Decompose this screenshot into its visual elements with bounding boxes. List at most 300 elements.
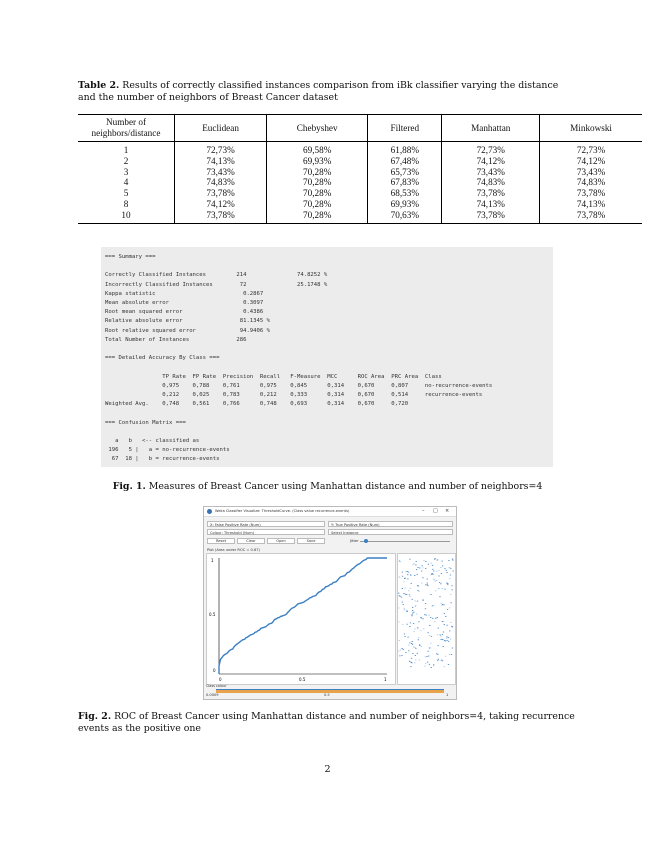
- colour-speck: [411, 658, 412, 659]
- colour-speck: [433, 664, 434, 665]
- colour-speck: [414, 663, 415, 664]
- colour-speck: [424, 614, 425, 615]
- jitter-label: Jitter: [350, 539, 359, 543]
- colour-speck: [398, 608, 399, 609]
- jitter-slider-thumb[interactable]: [364, 539, 368, 543]
- table-cell: 72,73%: [442, 142, 540, 156]
- table-cell: 1: [123, 145, 129, 155]
- weka-output-line: 67 18 | b = recurrence-events: [105, 456, 220, 463]
- roc-titlebar: [204, 507, 456, 517]
- colour-speck: [427, 583, 428, 584]
- colour-speck: [425, 585, 426, 586]
- colour-speck: [441, 573, 442, 574]
- colour-speck: [431, 574, 432, 575]
- colour-speck: [435, 618, 436, 619]
- colour-speck: [411, 615, 412, 616]
- table-cell: 69,93%: [368, 199, 442, 210]
- select-instance-dropdown[interactable]: Select Instance: [328, 529, 453, 535]
- colour-speck: [412, 613, 413, 614]
- colour-speck: [431, 636, 432, 637]
- colour-speck: [412, 644, 413, 645]
- colour-speck: [439, 596, 440, 597]
- colour-speck: [425, 561, 426, 562]
- colour-speck: [405, 594, 406, 595]
- colour-speck: [451, 568, 452, 569]
- x-tick-0.5: 0.5: [299, 677, 306, 682]
- colour-speck: [421, 571, 422, 572]
- colour-speck: [400, 561, 401, 562]
- table-cell: 67,83%: [368, 177, 442, 188]
- jitter-slider[interactable]: [360, 541, 450, 542]
- colour-speck: [415, 660, 416, 661]
- header-euclidean: Euclidean: [175, 115, 267, 142]
- colour-speck: [426, 656, 427, 657]
- colour-speck: [435, 581, 436, 582]
- colour-speck: [428, 564, 429, 565]
- weka-output-line: === Confusion Matrix ===: [105, 419, 186, 426]
- colour-speck: [415, 565, 416, 566]
- colour-speck: [404, 636, 405, 637]
- colour-speck: [407, 571, 408, 572]
- slider-left-value: 0.0009: [206, 693, 219, 697]
- colour-speck: [443, 621, 444, 622]
- table-cell: 3: [123, 166, 129, 177]
- colour-speck: [409, 559, 410, 560]
- colour-speck: [429, 635, 430, 636]
- colour-speck: [411, 643, 412, 644]
- table-cell: 68,53%: [368, 188, 442, 199]
- colour-speck: [406, 594, 407, 595]
- table-cell: 69,58%: [267, 142, 368, 156]
- colour-speck: [399, 640, 400, 641]
- weka-output-line: Total Number of Instances 286: [105, 336, 247, 343]
- table-row: [78, 199, 642, 210]
- table-row: [78, 210, 642, 223]
- colour-speck: [403, 593, 404, 594]
- colour-speck: [412, 610, 413, 611]
- colour-speck: [423, 628, 424, 629]
- colour-speck: [408, 572, 409, 573]
- table-row: [78, 156, 642, 167]
- colour-speck: [440, 567, 441, 568]
- colour-speck: [446, 638, 447, 639]
- colour-speck: [419, 660, 420, 661]
- table-cell: 5: [123, 188, 129, 199]
- class-colour-bar: [206, 684, 454, 697]
- colour-speck: [446, 572, 447, 573]
- weka-output-line: === Detailed Accuracy By Class ===: [105, 355, 220, 362]
- colour-speck: [421, 583, 422, 584]
- colour-speck: [405, 571, 406, 572]
- page-number: 2: [324, 764, 331, 775]
- colour-speck: [440, 635, 441, 636]
- colour-speck: [402, 624, 403, 625]
- maximize-icon[interactable]: □: [433, 508, 438, 514]
- table-cell: 72,73%: [540, 142, 642, 156]
- colour-speck: [432, 606, 433, 607]
- colour-speck: [437, 617, 438, 618]
- table-cell: 73,78%: [175, 188, 267, 199]
- colour-speck: [429, 648, 430, 649]
- colour-speck: [403, 581, 404, 582]
- colour-speck: [444, 589, 445, 590]
- colour-speck: [444, 624, 445, 625]
- table-cell: 65,73%: [368, 167, 442, 178]
- colour-speck: [399, 595, 400, 596]
- colour-speck: [437, 660, 438, 661]
- table-caption: [78, 80, 578, 103]
- colour-speck: [429, 664, 430, 665]
- close-icon[interactable]: ×: [445, 508, 450, 514]
- colour-speck: [411, 583, 412, 584]
- colour-speck: [439, 582, 440, 583]
- colour-speck: [442, 561, 443, 562]
- colour-speck: [450, 575, 451, 576]
- colour-speck: [430, 617, 431, 618]
- colour-speck: [433, 666, 434, 667]
- colour-speck: [413, 647, 414, 648]
- colour-speck: [410, 588, 411, 589]
- table-cell: 74,12%: [442, 156, 540, 167]
- colour-speck: [414, 647, 415, 648]
- colour-speck: [403, 604, 404, 605]
- colour-speck: [427, 585, 428, 586]
- colour-speck: [442, 639, 443, 640]
- colour-speck: [404, 609, 405, 610]
- table-cell: 70,28%: [267, 167, 368, 178]
- colour-speck: [420, 617, 421, 618]
- table-cell: 73,78%: [540, 210, 642, 223]
- y-tick-0.5: 0.5: [209, 612, 216, 617]
- colour-speck: [418, 637, 419, 638]
- colour-select[interactable]: Colour: Threshold (Num): [207, 529, 325, 535]
- colour-speck: [425, 663, 426, 664]
- colour-speck: [444, 613, 445, 614]
- colour-speck: [405, 652, 406, 653]
- colour-speck: [420, 630, 421, 631]
- weka-output-line: 0,212 0,025 0,783 0,212 0,333 0,314 0,670 0,514 recurrence-events: [105, 392, 483, 398]
- y-axis-select[interactable]: Y: True Positive Rate (Num): [328, 521, 453, 527]
- colour-speck: [443, 632, 444, 633]
- colour-speck: [431, 667, 432, 668]
- roc-window-screenshot: [203, 506, 457, 700]
- colour-speck: [450, 594, 451, 595]
- colour-speck: [414, 575, 415, 576]
- colour-speck: [440, 583, 441, 584]
- colour-speck: [444, 666, 445, 667]
- colour-speck: [416, 569, 417, 570]
- colour-speck: [430, 648, 431, 649]
- colour-speck: [399, 561, 400, 562]
- weka-output-line: 196 5 | a = no-recurrence-events: [105, 447, 230, 454]
- colour-speck: [430, 594, 431, 595]
- colour-speck: [409, 661, 410, 662]
- colour-speck: [441, 639, 442, 640]
- slider-right-value: 1: [446, 693, 449, 697]
- colour-speck: [449, 631, 450, 632]
- weka-output-line: === Summary ===: [105, 254, 156, 260]
- colour-speck: [402, 576, 403, 577]
- colour-speck: [409, 626, 410, 627]
- colour-speck: [449, 654, 450, 655]
- x-tick-1: 1: [384, 677, 387, 682]
- colour-speck: [431, 563, 432, 564]
- colour-speck: [399, 577, 400, 578]
- colour-speck: [421, 646, 422, 647]
- colour-speck: [427, 584, 428, 585]
- table-cell: 74,83%: [540, 177, 642, 188]
- colour-speck: [402, 602, 403, 603]
- colour-speck: [422, 600, 423, 601]
- colour-speck: [418, 591, 419, 592]
- plot-header: Plot (Area under ROC = 0.67): [207, 548, 260, 552]
- colour-speck: [452, 559, 453, 560]
- reset-button[interactable]: Reset: [207, 538, 235, 544]
- colour-speck: [422, 568, 423, 569]
- colour-speck: [432, 618, 433, 619]
- clear-button[interactable]: Clear: [237, 538, 265, 544]
- colour-speck: [448, 664, 449, 665]
- table-cell: 69,93%: [267, 156, 368, 167]
- colour-speck: [408, 637, 409, 638]
- fig1-caption-label: Fig. 1.: [112, 481, 146, 492]
- table-cell: 74,83%: [175, 177, 267, 188]
- colour-speck: [441, 660, 442, 661]
- colour-speck: [412, 653, 413, 654]
- colour-speck: [441, 605, 442, 606]
- colour-speck: [419, 568, 420, 569]
- weka-output-line: Root relative squared error 94.9406 %: [105, 327, 271, 334]
- colour-speck: [436, 571, 437, 572]
- colour-speck: [417, 590, 418, 591]
- fig1-caption: [0, 481, 655, 492]
- colour-speck: [414, 629, 415, 630]
- colour-speck: [433, 605, 434, 606]
- colour-speck: [413, 564, 414, 565]
- colour-speck: [402, 588, 403, 589]
- colour-speck: [400, 650, 401, 651]
- colour-speck: [442, 621, 443, 622]
- minimize-icon[interactable]: –: [422, 508, 425, 514]
- colour-speck: [442, 660, 443, 661]
- colour-speck: [415, 601, 416, 602]
- colour-speck: [434, 579, 435, 580]
- table-row: [78, 177, 642, 188]
- table-cell: 2: [123, 155, 129, 166]
- colour-speck: [419, 645, 420, 646]
- weka-output-line: Incorrectly Classified Instances 72 25.1748 %: [105, 281, 328, 288]
- colour-speck: [410, 596, 411, 597]
- colour-speck: [410, 623, 411, 624]
- open-button[interactable]: Open: [267, 538, 295, 544]
- colour-speck: [412, 641, 413, 642]
- colour-speck: [449, 578, 450, 579]
- colour-speck: [402, 648, 403, 649]
- slider-mid-value: 0.5: [324, 693, 330, 697]
- colour-speck: [398, 622, 399, 623]
- colour-speck: [404, 608, 405, 609]
- table-body: [78, 142, 642, 224]
- table-row: [78, 167, 642, 178]
- colour-speck: [408, 645, 409, 646]
- colour-speck: [442, 604, 443, 605]
- colour-speck: [425, 657, 426, 658]
- y-tick-1: 1: [211, 558, 214, 563]
- colour-speck: [435, 558, 436, 559]
- colour-speck: [410, 575, 411, 576]
- table-cell: 70,28%: [267, 177, 368, 188]
- table-cell: 74,13%: [540, 199, 642, 210]
- colour-speck: [412, 607, 413, 608]
- colour-speck: [417, 628, 418, 629]
- colour-speck: [407, 579, 408, 580]
- colour-speck: [448, 641, 449, 642]
- colour-speck: [427, 662, 428, 663]
- colour-speck: [424, 666, 425, 667]
- weka-logo-icon: [207, 509, 212, 514]
- colour-speck: [452, 560, 453, 561]
- table-cell: 61,88%: [368, 142, 442, 156]
- colour-speck: [442, 634, 443, 635]
- colour-speck: [437, 654, 438, 655]
- table-cell: 74,83%: [442, 177, 540, 188]
- colour-speck: [401, 655, 402, 656]
- fig2-caption-label: Fig. 2.: [78, 711, 112, 722]
- colour-speck: [429, 615, 430, 616]
- colour-speck: [425, 608, 426, 609]
- colour-speck: [447, 625, 448, 626]
- colour-speck: [432, 573, 433, 574]
- colour-speck: [407, 611, 408, 612]
- fig1-caption-text: Measures of Breast Cancer using Manhattan distance and number of neighbors=4: [148, 481, 543, 492]
- colour-speck: [452, 589, 453, 590]
- weka-output-line: Weighted Avg. 0,748 0,561 0,766 0,748 0,693 0,314 0,670 0,720: [105, 401, 409, 408]
- x-tick-0: 0: [219, 677, 222, 682]
- table-cell: 73,43%: [175, 167, 267, 178]
- colour-speck: [440, 636, 441, 637]
- table-caption-label: Table 2.: [78, 80, 120, 91]
- colour-speck: [443, 604, 444, 605]
- colour-speck: [416, 614, 417, 615]
- colour-speck: [432, 565, 433, 566]
- colour-speck: [449, 567, 450, 568]
- weka-output-line: Correctly Classified Instances 214 74.8252 %: [105, 272, 328, 279]
- colour-speck: [408, 650, 409, 651]
- table-cell: 70,28%: [267, 210, 368, 223]
- colour-speck: [447, 584, 448, 585]
- colour-speck: [438, 645, 439, 646]
- class-colour-panel: [397, 553, 456, 685]
- table-cell: 74,12%: [175, 199, 267, 210]
- header-filtered: Filtered: [368, 115, 442, 142]
- colour-speck: [413, 623, 414, 624]
- colour-speck: [450, 622, 451, 623]
- table-cell: 70,28%: [267, 199, 368, 210]
- colour-speck: [426, 615, 427, 616]
- colour-speck: [399, 656, 400, 657]
- colour-speck: [410, 574, 411, 575]
- colour-speck: [409, 643, 410, 644]
- table-cell: 72,73%: [175, 142, 267, 156]
- colour-speck: [451, 602, 452, 603]
- header-chebyshev: Chebyshev: [267, 115, 368, 142]
- table-cell: 10: [78, 210, 175, 223]
- weka-output-line: Root mean squared error 0.4386: [105, 309, 264, 316]
- colour-speck: [435, 591, 436, 592]
- colour-speck: [418, 639, 419, 640]
- header-neighbors: Number of neighbors/distance: [78, 115, 175, 142]
- roc-window-title: Weka Classifier Visualize: ThresholdCurve. (Class value recurrence-events): [215, 509, 350, 513]
- colour-speck: [433, 579, 434, 580]
- colour-speck: [428, 651, 429, 652]
- colour-speck: [446, 640, 447, 641]
- colour-speck: [436, 653, 437, 654]
- roc-plot[interactable]: [206, 553, 396, 685]
- colour-speck: [413, 563, 414, 564]
- class-colour-label: Class colour: [206, 684, 227, 688]
- weka-output-line: a b <-- classified as: [105, 438, 200, 444]
- colour-speck: [444, 640, 445, 641]
- colour-speck: [407, 624, 408, 625]
- colour-speck: [418, 586, 419, 587]
- colour-speck: [450, 639, 451, 640]
- table-cell: 8: [123, 198, 129, 209]
- colour-speck: [427, 579, 428, 580]
- colour-speck: [438, 570, 439, 571]
- colour-speck: [430, 643, 431, 644]
- colour-speck: [411, 614, 412, 615]
- weka-output-screenshot: [101, 247, 553, 467]
- colour-speck: [406, 610, 407, 611]
- colour-speck: [434, 621, 435, 622]
- table-cell: 73,78%: [442, 188, 540, 199]
- class-colour-track[interactable]: [216, 689, 444, 693]
- save-button[interactable]: Save: [297, 538, 325, 544]
- table-cell: 73,78%: [540, 188, 642, 199]
- colour-speck: [417, 574, 418, 575]
- colour-speck: [446, 583, 447, 584]
- colour-speck: [437, 560, 438, 561]
- header-manhattan: Manhattan: [442, 115, 540, 142]
- colour-speck: [451, 654, 452, 655]
- fig2-caption-text: ROC of Breast Cancer using Manhattan distance and number of neighbors=4, taking recurrence events as the positive one: [78, 711, 575, 734]
- colour-speck: [451, 585, 452, 586]
- colour-speck: [403, 649, 404, 650]
- colour-speck: [444, 568, 445, 569]
- colour-speck: [398, 651, 399, 652]
- table-cell: 73,43%: [442, 167, 540, 178]
- colour-speck: [407, 574, 408, 575]
- colour-speck: [429, 625, 430, 626]
- table-cell: 4: [123, 177, 129, 188]
- colour-speck: [413, 612, 414, 613]
- colour-speck: [415, 605, 416, 606]
- weka-output-line: TP Rate FP Rate Precision Recall F-Measure MCC ROC Area PRC Area Class: [105, 373, 442, 380]
- x-axis-select[interactable]: X: False Positive Rate (Num): [207, 521, 325, 527]
- colour-speck: [402, 572, 403, 573]
- colour-speck: [417, 601, 418, 602]
- colour-speck: [436, 580, 437, 581]
- table-cell: 73,78%: [175, 210, 267, 223]
- colour-speck: [443, 646, 444, 647]
- colour-speck: [445, 616, 446, 617]
- colour-speck: [417, 567, 418, 568]
- colour-speck: [423, 560, 424, 561]
- y-tick-0: 0: [213, 668, 216, 673]
- table-cell: 73,43%: [540, 167, 642, 178]
- colour-speck: [411, 662, 412, 663]
- colour-speck: [415, 655, 416, 656]
